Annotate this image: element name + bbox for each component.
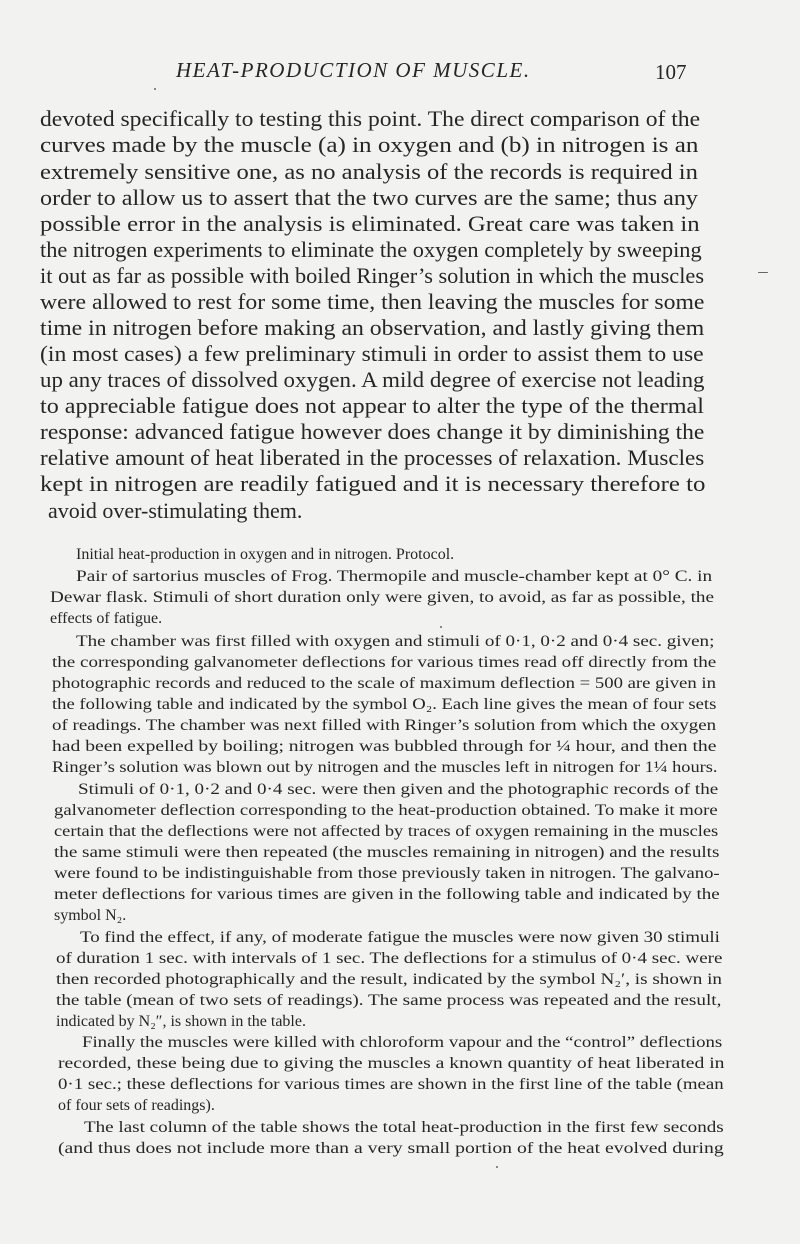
body-line: kept in nitrogen are readily fatigued and it is necessary therefore to [40,471,706,496]
protocol-line: had been expelled by boiling; nitrogen was bubbled through for ¼ hour, and then the [52,738,717,755]
print-speck [496,1166,498,1168]
print-speck [758,272,768,273]
protocol-line: the corresponding galvanometer deflections for various times read off directly from the [52,654,717,671]
body-line: extremely sensitive one, as no analysis of the records is required in [40,159,698,184]
protocol-line: the same stimuli were then repeated (the muscles remaining in nitrogen) and the results [54,844,720,861]
body-line: devoted specifically to testing this point. The direct comparison of the [40,106,701,131]
protocol-line: The chamber was first filled with oxygen and stimuli of 0·1, 0·2 and 0·4 sec. given; [76,633,715,650]
protocol-line: then recorded photographically and the result, indicated by the symbol N₂′, is shown in [56,971,722,988]
protocol-heading: Initial heat-production in oxygen and in nitrogen. Protocol. [76,546,455,563]
body-line: were allowed to rest for some time, then leaving the muscles for some [40,289,705,314]
protocol-line: the table (mean of two sets of readings). The same process was repeated and the result, [56,992,722,1009]
protocol-line: To find the effect, if any, of moderate fatigue the muscles were now given 30 stimuli [80,929,720,946]
protocol-line: 0·1 sec.; these deflections for various times are shown in the first line of the table (mean [58,1076,724,1093]
body-line: to appreciable fatigue does not appear to alter the type of the thermal [40,393,704,418]
protocol-line: Stimuli of 0·1, 0·2 and 0·4 sec. were then given and the photographic records of the [78,781,719,798]
body-line: up any traces of dissolved oxygen. A mild degree of exercise not leading [40,367,705,392]
body-line: response: advanced fatigue however does change it by diminishing the [40,419,705,444]
protocol-line: photographic records and reduced to the scale of maximum deflection = 500 are given in [52,675,716,692]
protocol-line: The last column of the table shows the total heat-production in the first few seconds [84,1119,724,1136]
protocol-line: indicated by N₂″, is shown in the table. [56,1013,306,1030]
protocol-line: Dewar flask. Stimuli of short duration only were given, to avoid, as far as possible, the [50,589,715,606]
protocol-line: Ringer’s solution was blown out by nitrogen and the muscles left in nitrogen for 1¼ hours. [52,759,718,776]
running-header-title: HEAT-PRODUCTION OF MUSCLE. [176,58,531,82]
body-line: (in most cases) a few preliminary stimuli in order to assist them to use [40,341,704,366]
body-line: time in nitrogen before making an observation, and lastly giving them [40,315,705,340]
protocol-line: recorded, these being due to giving the muscles a known quantity of heat liberated in [58,1055,725,1072]
print-speck [154,88,156,90]
page-number: 107 [655,60,687,84]
print-speck [440,626,442,628]
body-line: it out as far as possible with boiled Ringer’s solution in which the muscles [40,263,705,288]
protocol-line: the following table and indicated by the symbol O₂. Each line gives the mean of four sets [52,696,717,713]
protocol-line: effects of fatigue. [50,610,163,627]
protocol-line: were found to be indistinguishable from those previously taken in nitrogen. The galvano- [54,865,720,882]
body-line: possible error in the analysis is eliminated. Great care was taken in [40,211,700,236]
protocol-line: of four sets of readings). [58,1097,215,1114]
protocol-line: certain that the deflections were not affected by traces of oxygen remaining in the muscles [54,823,719,840]
body-line: curves made by the muscle (a) in oxygen and (b) in nitrogen is an [40,132,699,157]
body-line: avoid over-stimulating them. [48,498,303,523]
protocol-line: symbol N₂. [54,907,127,924]
protocol-line: (and thus does not include more than a very small portion of the heat evolved during [58,1140,724,1157]
body-line: order to allow us to assert that the two curves are the same; thus any [40,185,698,210]
protocol-line: meter deflections for various times are given in the following table and indicated by the [54,886,720,903]
protocol-line: Pair of sartorius muscles of Frog. Thermopile and muscle-chamber kept at 0° C. in [76,568,713,585]
body-line: the nitrogen experiments to eliminate the oxygen completely by sweeping [40,237,702,262]
body-line: relative amount of heat liberated in the processes of relaxation. Muscles [40,445,705,470]
protocol-line: Finally the muscles were killed with chloroform vapour and the “control” deflections [82,1034,723,1051]
protocol-line: galvanometer deflection corresponding to the heat-production obtained. To make it more [54,802,718,819]
protocol-line: of duration 1 sec. with intervals of 1 sec. The deflections for a stimulus of 0·4 sec. were [56,950,723,967]
protocol-line: of readings. The chamber was next filled with Ringer’s solution from which the oxygen [52,717,717,734]
